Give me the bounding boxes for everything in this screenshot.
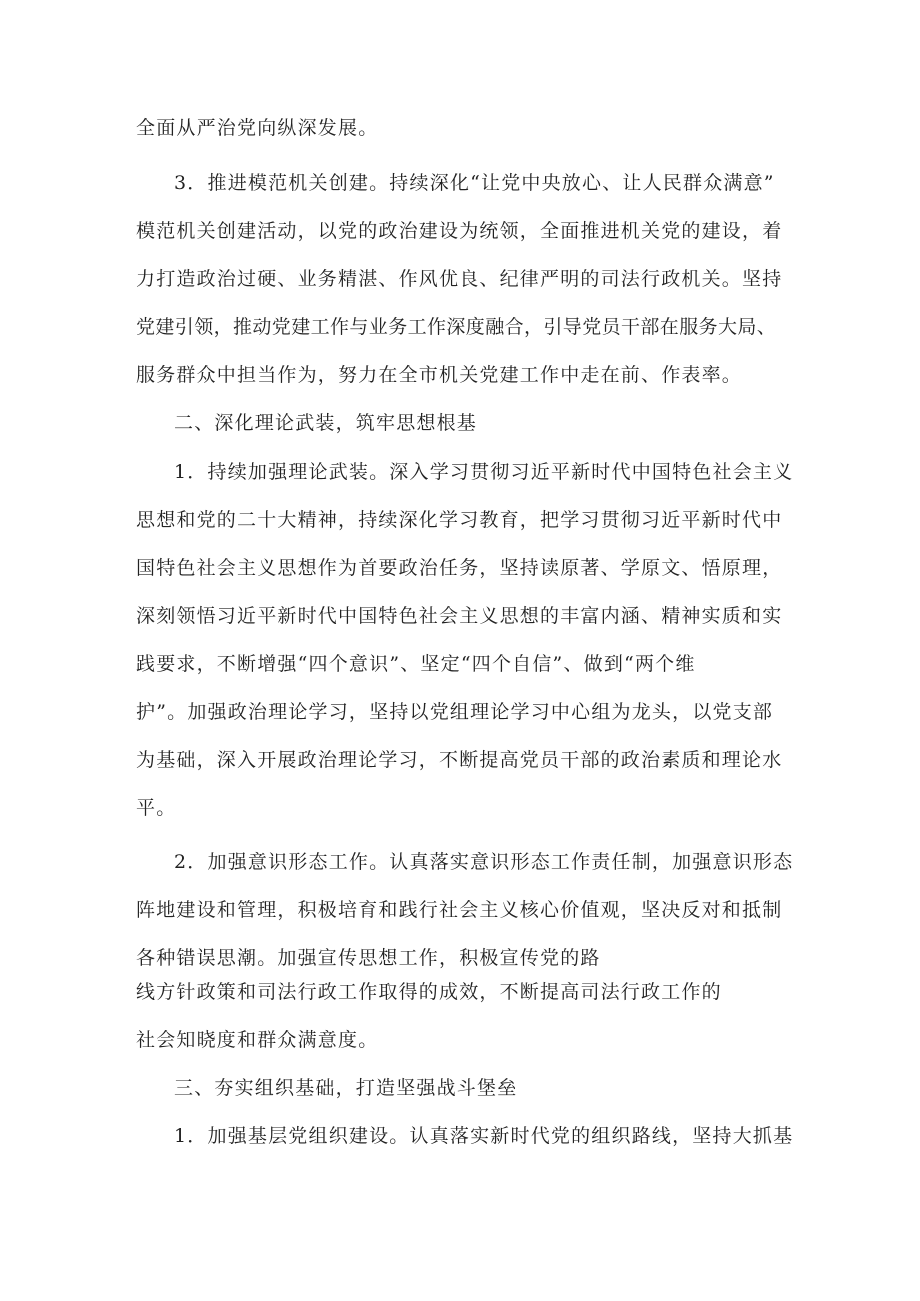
- paragraph-line: 全面从严治党向纵深发展。: [136, 117, 379, 139]
- paragraph-line: 模范机关创建活动，以党的政治建设为统领，全面推进机关党的建设，着: [136, 220, 783, 242]
- paragraph-line: 为基础，深入开展政治理论学习，不断提高党员干部的政治素质和理论水: [136, 749, 783, 771]
- paragraph-line: 护”。加强政治理论学习，坚持以党组理论学习中心组为龙头，以党支部: [136, 701, 774, 723]
- section-heading: 二、深化理论武装，筑牢思想根基: [174, 412, 478, 434]
- paragraph-line: 思想和党的二十大精神，持续深化学习教育，把学习贯彻习近平新时代中: [136, 509, 783, 531]
- paragraph-line: 平。: [136, 797, 177, 819]
- paragraph-line: 党建引领，推动党建工作与业务工作深度融合，引导党员干部在服务大局、: [136, 316, 777, 338]
- paragraph-line: 服务群众中担当作为，努力在全市机关党建工作中走在前、作表率。: [136, 364, 743, 386]
- paragraph-line: 线方针政策和司法行政工作取得的成效，不断提高司法行政工作的: [136, 981, 722, 1003]
- paragraph-line: 阵地建设和管理，积极培育和践行社会主义核心价值观，坚决反对和抵制: [136, 899, 783, 921]
- paragraph-line: 力打造政治过硬、业务精湛、作风优良、纪律严明的司法行政机关。坚持: [136, 268, 783, 290]
- paragraph-line: 1．加强基层党组织建设。认真落实新时代党的组织路线，坚持大抓基: [174, 1125, 794, 1147]
- paragraph-line: 国特色社会主义思想作为首要政治任务，坚持读原著、学原文、悟原理，: [136, 557, 783, 579]
- paragraph-line: 各种错误思潮。加强宣传思想工作，积极宣传党的路: [136, 947, 601, 969]
- paragraph-line: 2．加强意识形态工作。认真落实意识形态工作责任制，加强意识形态: [174, 851, 794, 873]
- paragraph-line: 践要求，不断增强“四个意识”、坚定“四个自信”、做到“两个维: [136, 653, 696, 675]
- paragraph-line: 1．持续加强理论武装。深入学习贯彻习近平新时代中国特色社会主义: [174, 461, 794, 483]
- section-heading: 三、夯实组织基础，打造坚强战斗堡垒: [174, 1077, 518, 1099]
- paragraph-line: 深刻领悟习近平新时代中国特色社会主义思想的丰富内涵、精神实质和实: [136, 605, 783, 627]
- paragraph-line: 3．推进模范机关创建。持续深化“让党中央放心、让人民群众满意”: [174, 172, 775, 194]
- paragraph-line: 社会知晓度和群众满意度。: [136, 1029, 379, 1051]
